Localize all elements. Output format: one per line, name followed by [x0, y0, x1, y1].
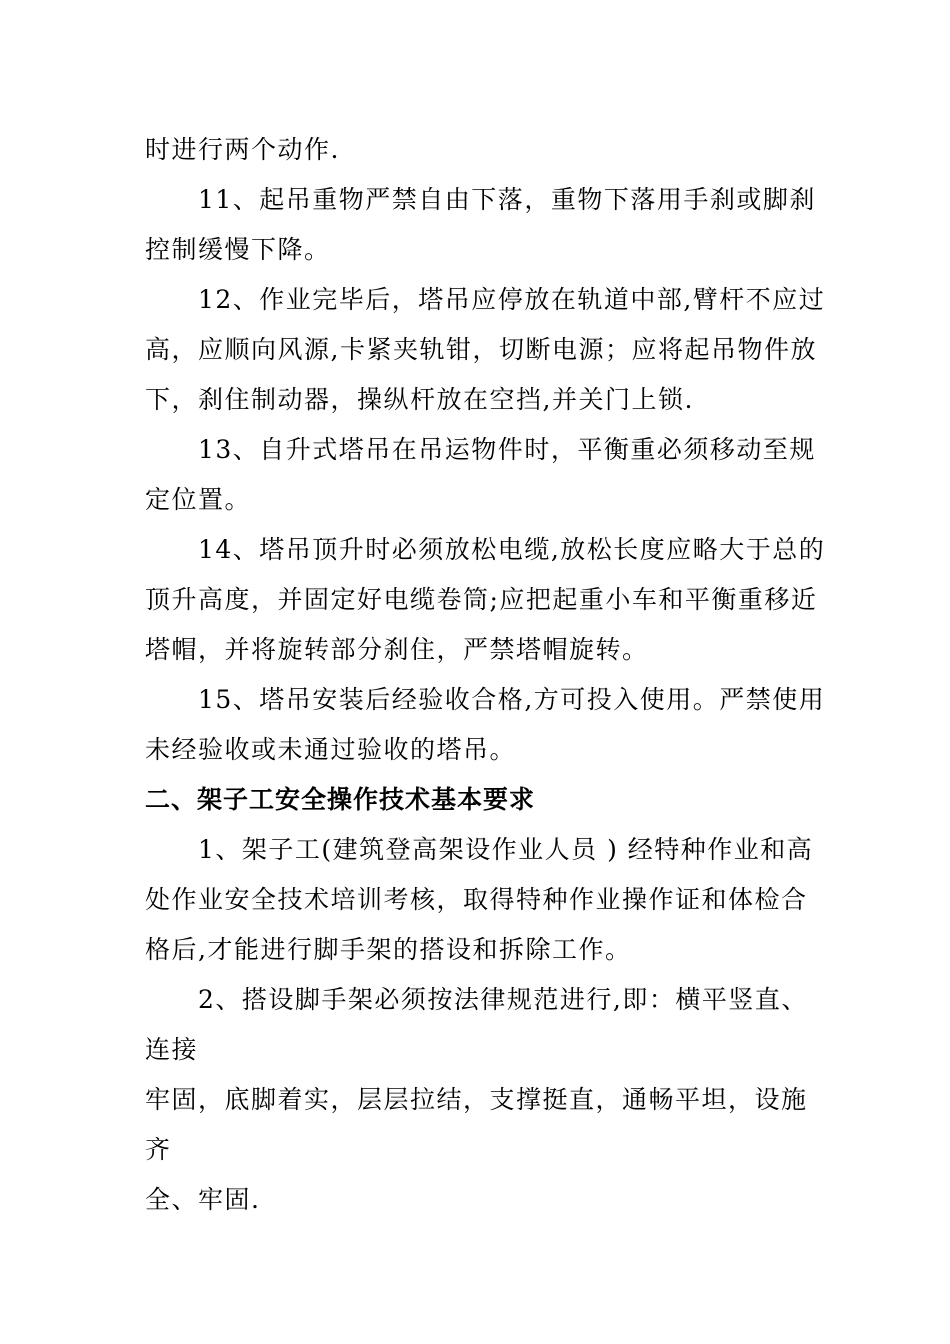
body-text-line: 齐	[145, 1135, 172, 1164]
clause-14-line: 14、塔吊顶升时必须放松电缆,放松长度应略大于总的	[198, 535, 826, 564]
body-text-line: 塔帽，并将旋转部分刹住，严禁塔帽旋转。	[145, 635, 649, 664]
clause-15-line: 15、塔吊安装后经验收合格,方可投入使用。严禁使用	[198, 685, 826, 714]
body-text-line: 高，应顺向风源,卡紧夹轨钳，切断电源；应将起吊物件放	[145, 335, 817, 364]
body-text-line: 连接	[145, 1035, 199, 1064]
body-text-line: 格后,才能进行脚手架的搭设和拆除工作。	[145, 935, 632, 964]
section-heading: 二、架子工安全操作技术基本要求	[145, 785, 536, 814]
clause-2-line: 2、搭设脚手架必须按法律规范进行,即：横平竖直、	[198, 985, 808, 1014]
clause-1-line: 1、架子工(建筑登高架设作业人员 ) 经特种作业和高	[198, 835, 814, 864]
clause-12-line: 12、作业完毕后，塔吊应停放在轨道中部,臂杆不应过	[198, 285, 826, 314]
body-text-line: 处作业安全技术培训考核，取得特种作业操作证和体检合	[145, 885, 808, 914]
body-text-line: 控制缓慢下降。	[145, 235, 331, 264]
body-text-line: 时进行两个动作.	[145, 135, 340, 164]
body-text-line: 下，刹住制动器，操纵杆放在空挡,并关门上锁.	[145, 385, 694, 414]
clause-11-line: 11、起吊重物严禁自由下落，重物下落用手刹或脚刹	[198, 185, 816, 214]
body-text-line: 顶升高度，并固定好电缆卷筒;应把起重小车和平衡重移近	[145, 585, 818, 614]
body-text-line: 全、牢固.	[145, 1185, 261, 1214]
body-text-line: 牢固，底脚着实，层层拉结，支撑挺直，通畅平坦，设施	[145, 1085, 808, 1114]
clause-13-line: 13、自升式塔吊在吊运物件时，平衡重必须移动至规	[198, 435, 816, 464]
body-text-line: 未经验收或未通过验收的塔吊。	[145, 735, 517, 764]
body-text-line: 定位置。	[145, 485, 252, 514]
